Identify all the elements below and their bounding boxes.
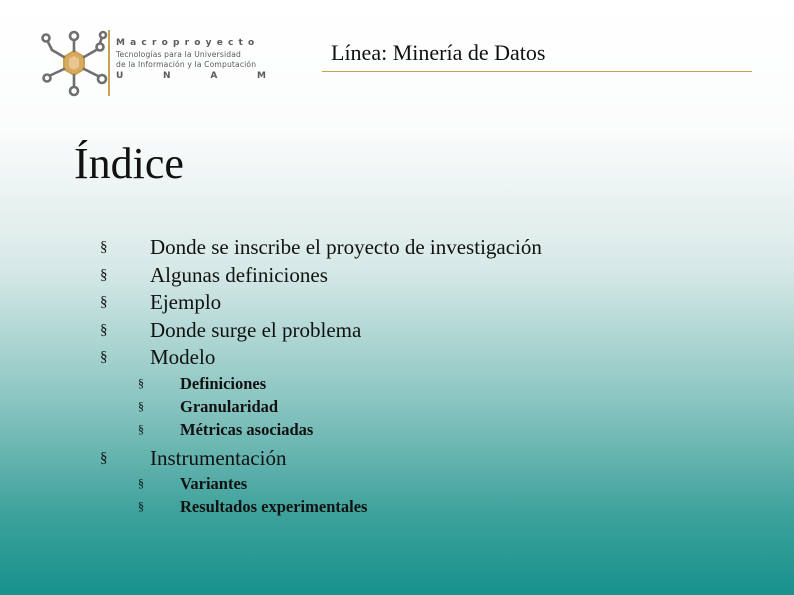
logo-divider: [108, 30, 110, 96]
sub-bullet-marker: §: [138, 476, 144, 490]
logo: [38, 27, 278, 99]
sub-bullet-text: Resultados experimentales: [180, 497, 368, 516]
sub-bullet-marker: §: [138, 375, 144, 390]
logo-letter-a: A: [210, 71, 218, 81]
bullet-text: Algunas definiciones: [150, 262, 328, 287]
bullet-marker: §: [100, 239, 108, 255]
sub-bullet-text: Granularidad: [180, 396, 279, 416]
bullet-marker: §: [100, 321, 108, 338]
logo-line-2: Tecnologías para la Universidad: [116, 50, 241, 59]
logo-line-4: [116, 71, 266, 81]
sub-bullet-text: Definiciones: [180, 373, 267, 393]
molecule-logo-icon: [38, 27, 108, 99]
bullet-text: Instrumentación: [150, 445, 287, 470]
logo-line-1: Macroproyecto: [116, 38, 260, 48]
slide-title: Índice: [74, 139, 184, 188]
bullet-marker: §: [100, 266, 108, 283]
bullet-marker: §: [100, 449, 108, 466]
sub-bullet-marker: §: [138, 499, 144, 513]
bullet-marker: §: [100, 349, 108, 365]
header-rule: [322, 71, 752, 72]
bullet-text: Ejemplo: [150, 290, 222, 314]
logo-letter-u: U: [116, 71, 124, 81]
bullet-text: Donde surge el problema: [150, 317, 362, 342]
logo-letter-n: N: [163, 71, 171, 81]
sub-bullet-marker: §: [138, 398, 144, 413]
sub-bullet-text: Variantes: [180, 474, 248, 493]
bullet-text: Donde se inscribe el proyecto de investigación: [150, 235, 542, 259]
bullet-marker: §: [100, 294, 108, 310]
header-title: Línea: Minería de Datos: [331, 40, 546, 65]
sub-bullet-marker: §: [138, 421, 144, 436]
bullet-text: Modelo: [150, 345, 216, 369]
sub-bullet-text: Métricas asociadas: [180, 419, 314, 439]
logo-letter-m: M: [257, 71, 266, 81]
logo-text: [116, 37, 266, 81]
logo-line-3: de la Información y la Computación: [116, 60, 257, 69]
